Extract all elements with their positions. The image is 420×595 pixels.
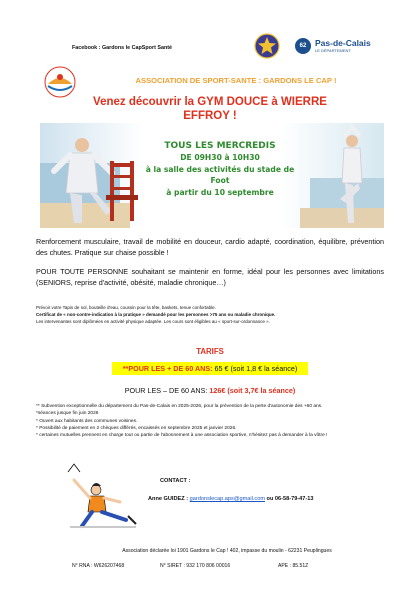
headline [60,95,360,123]
footnote: * Ouvert aux habitants des communes voisines. [36,418,138,424]
footer-ape: APE : 85.51Z [278,563,309,569]
footnote: *séances jusque fin juin 2026 [36,411,99,417]
pas-de-calais-logo [295,38,395,56]
stretching-figure-clipart [66,462,140,530]
schedule-day: TOUS LES MERCREDIS [164,141,276,151]
headline-line-2: EFFROY ! [183,110,237,122]
association-title: ASSOCIATION DE SPORT-SANTE : GARDONS LE CAP ! [135,76,337,85]
certificate-note: Certificat de « non-contre-indication à la pratique » demandé pour les personnes >75 ans ou maladie chronique. [36,312,276,317]
gardons-le-cap-logo [44,66,76,98]
tarif-under-60 [36,386,384,395]
pdc-logo-name: Pas-de-Calais [315,38,371,48]
headline-line-1: Venez découvrir la GYM DOUCE à WIERRE [93,96,327,108]
footer-address: Association déclarée loi 1901 Gardons le Cap ! 402, impasse du moulin - 62231 Peuplingues [122,548,332,554]
practical-notes [36,304,384,325]
footer-rna: N° RNA : W626207468 [72,563,125,569]
tarif-over-60-price: 65 € (soit 1,8 € la séance) [212,364,298,373]
tarif-under-60-label: POUR LES – DE 60 ANS: [124,386,210,395]
contact-details [148,496,314,502]
schedule-block [140,140,300,198]
equipment-note: Prévoir votre Tapis de sol, bouteille d'eau, coussin pour la tête, baskets, tenue confortable. [36,305,216,310]
pdc-logo-number: 62 [295,38,311,54]
pdc-logo-subtitle: LE DÉPARTEMENT [315,48,351,53]
tarif-over-60 [112,362,308,375]
facebook-text: Facebook : Gardons le CapSport Santé [72,45,173,51]
contact-phone: ou 06-58-79-47-13 [264,496,314,502]
contact-email-link[interactable]: gardonslecap.aps@gmail.com [189,496,265,502]
schedule-start: à partir du 10 septembre [166,187,274,197]
tarifs-title: TARIFS [196,347,224,356]
target-audience: POUR TOUTE PERSONNE souhaitant se maintenir en forme, idéal pour les personnes avec limitations (SENIORS, reprise d'activité, obésité, maladie chronique…) [36,267,384,287]
schedule-time: DE 09H30 à 10H30 [180,153,260,162]
tarif-over-60-label: **POUR LES + DE 60 ANS: [122,364,213,373]
association-badge-logo [254,33,280,59]
footnote: ** Subvention exceptionnelle du département du Pas-de-Calais en 2025-2026, pour la prévention de la perte d'autonomie des +60 ans. [36,404,323,409]
footer-siret: N° SIRET : 932 170 806 00016 [160,563,231,569]
footer-ids [72,563,392,569]
footnote: * Possibilité de paiement en 2 chèques différés, encaissés en septembre 2025 et janvier 2026. [36,425,237,431]
instructors-note: Les intervenantes sont diplômées en activité physique adaptée. Les cours sont éligibles au « sport-sur-ordonnance ». [36,319,270,324]
tarif-under-60-price: 126€ (soit 3,7€ la séance) [209,386,296,395]
activity-description: Renforcement musculaire, travail de mobilité en douceur, cardio adapté, coordination, équilibre, prévention des chutes. Pratique sur chaise possible ! [36,237,384,257]
contact-label: CONTACT : [160,478,191,484]
schedule-place: à la salle des activités du stade de Foot [145,164,295,185]
footnotes [36,403,384,439]
footnote: * certaines mutuelles prennent en charge tout ou partie de l'abonnement à une association sportive, n'hésitez pas à demander à la vôtre ! [36,433,328,439]
contact-name: Anne GUIDEZ : [148,496,190,502]
